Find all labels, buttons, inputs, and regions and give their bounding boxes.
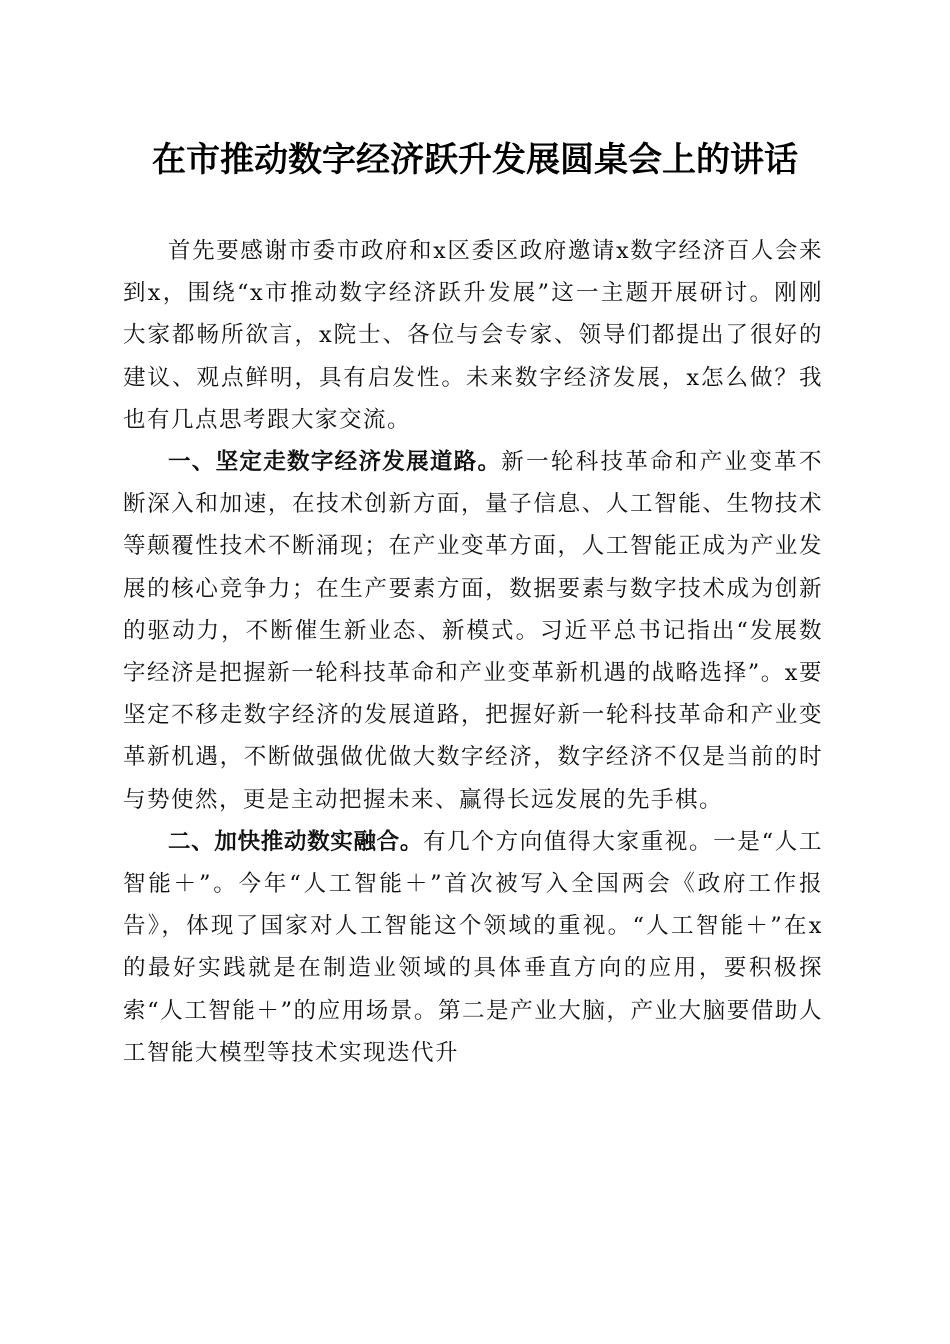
paragraph-heading: 一、坚定走数字经济发展道路。	[168, 449, 502, 476]
paragraph-text: 首先要感谢市委市政府和x区委区政府邀请x数字经济百人会来到x，围绕“x市推动数字经济跃升发展”这一主题开展研讨。刚刚大家都畅所欲言，x院士、各位与会专家、领导们都提出了很好的建议、观点鲜明，具有启发性。未来数字经济发展，x怎么做？我也有几点思考跟大家交流。	[123, 238, 823, 433]
paragraph-text: 有几个方向值得大家重视。一是“人工智能＋”。今年“人工智能＋”首次被写入全国两会《政府工作报告》，体现了国家对人工智能这个领域的重视。“人工智能＋”在x的最好实践就是在制造业领域的具体垂直方向的应用，要积极探索“人工智能＋”的应用场景。第二是产业大脑，产业大脑要借助人工智能大模型等技术实现迭代升	[123, 828, 823, 1066]
document-title: 在市推动数字经济跃升发展圆桌会上的讲话	[152, 140, 798, 180]
paragraph-text: 新一轮科技革命和产业变革不断深入和加速，在技术创新方面，量子信息、人工智能、生物技术等颠覆性技术不断涌现；在产业变革方面，人工智能正成为产业发展的核心竞争力；在生产要素方面，数据要素与数字技术成为创新的驱动力，不断催生新业态、新模式。习近平总书记指出“发展数字经济是把握新一轮科技革命和产业变革新机遇的战略选择”。x要坚定不移走数字经济的发展道路，把握好新一轮科技革命和产业变革新机遇，不断做强做优做大数字经济，数字经济不仅是当前的时与势使然，更是主动把握未来、赢得长远发展的先手棋。	[123, 449, 823, 813]
paragraph-section-1	[123, 441, 823, 821]
paragraph-intro	[123, 230, 823, 441]
paragraph-heading: 二、加快推动数实融合。	[168, 828, 424, 855]
paragraph-section-2	[123, 821, 823, 1074]
document-body	[123, 230, 823, 1074]
